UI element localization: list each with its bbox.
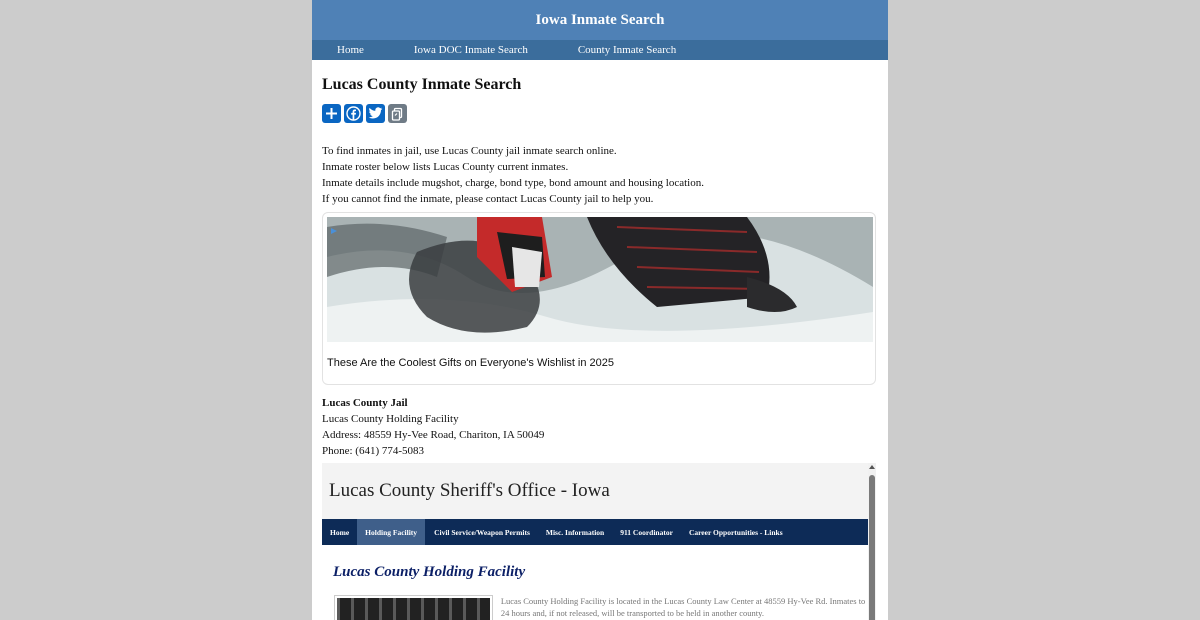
site-header <box>312 0 888 40</box>
facility-heading: Lucas County Holding Facility <box>333 564 526 580</box>
ad-caption[interactable]: These Are the Coolest Gifts on Everyone's Wishlist in 2025 <box>327 357 615 369</box>
sheriff-nav-civil-service[interactable]: Civil Service/Weapon Permits <box>434 527 530 537</box>
jail-facility: Lucas County Holding Facility <box>322 413 459 425</box>
sheriff-nav-holding-facility[interactable]: Holding Facility <box>357 519 425 545</box>
intro-line: Inmate details include mugshot, charge, bond type, bond amount and housing location. <box>322 177 704 189</box>
site-title[interactable]: Iowa Inmate Search <box>535 11 665 28</box>
facility-photo <box>334 595 493 620</box>
sheriff-nav-misc-info[interactable]: Misc. Information <box>545 527 605 537</box>
scroll-up-arrow-icon[interactable] <box>869 465 875 469</box>
intro-text <box>322 143 878 207</box>
embed-scrollbar[interactable] <box>868 463 876 620</box>
sheriff-site-title: Lucas County Sheriff's Office - Iowa <box>329 480 610 501</box>
sheriff-nav-home[interactable]: Home <box>330 527 350 537</box>
jail-name: Lucas County Jail <box>322 397 408 409</box>
scrollbar-thumb[interactable] <box>869 475 875 620</box>
ad-image[interactable] <box>327 217 873 342</box>
sheriff-nav <box>322 519 868 545</box>
advertisement[interactable] <box>322 212 876 385</box>
intro-line: If you cannot find the inmate, please contact Lucas County jail to help you. <box>322 193 654 205</box>
main-nav <box>312 40 888 60</box>
copy-link-icon[interactable] <box>388 104 407 123</box>
page-container <box>312 0 888 620</box>
sheriff-header <box>322 463 868 519</box>
jail-phone: Phone: (641) 774-5083 <box>322 445 425 457</box>
page-title: Lucas County Inmate Search <box>322 76 522 93</box>
share-plus-icon[interactable] <box>322 104 341 123</box>
sheriff-nav-911[interactable]: 911 Coordinator <box>620 527 673 537</box>
intro-line: Inmate roster below lists Lucas County current inmates. <box>322 161 569 173</box>
intro-line: To find inmates in jail, use Lucas County jail inmate search online. <box>322 145 617 157</box>
share-bar <box>322 104 878 123</box>
nav-home-link[interactable]: Home <box>337 44 364 56</box>
ad-choices-icon[interactable] <box>331 221 337 227</box>
jail-info <box>322 395 878 459</box>
facility-description: Lucas County Holding Facility is located in the Lucas County Law Center at 48559 Hy-Vee Rd. Inmates to 24 hours and, if not released, will be transported to be held in another county. <box>500 596 866 618</box>
sheriff-nav-careers[interactable]: Career Opportunities - Links <box>688 527 783 537</box>
nav-iowa-doc-link[interactable]: Iowa DOC Inmate Search <box>413 44 528 56</box>
sheriff-embed-content <box>322 463 868 620</box>
twitter-icon[interactable] <box>366 104 385 123</box>
facility-row <box>334 595 868 620</box>
sheriff-embed-frame[interactable] <box>322 463 876 620</box>
nav-county-link[interactable]: County Inmate Search <box>577 44 677 56</box>
facebook-icon[interactable] <box>344 104 363 123</box>
main-content <box>312 76 888 620</box>
jail-address: Address: 48559 Hy-Vee Road, Chariton, IA 50049 <box>322 429 545 441</box>
